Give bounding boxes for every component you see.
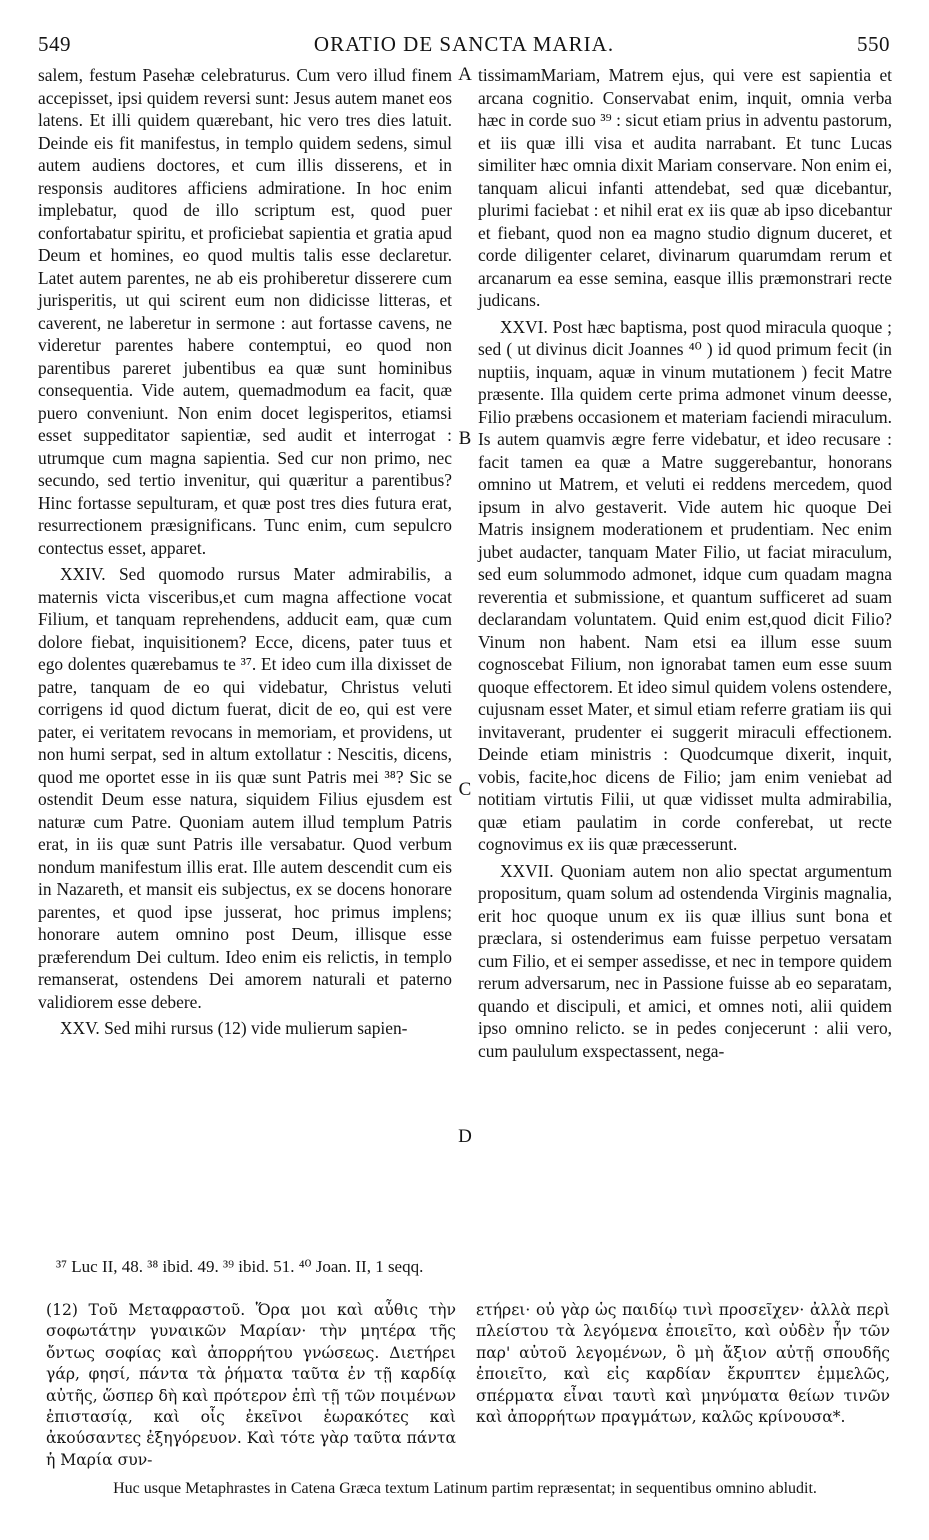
page-number-right: 550 xyxy=(857,32,890,56)
greek-note-right xyxy=(476,1300,890,1428)
margin-letter-d: D xyxy=(458,1126,472,1147)
margin-letter-b: B xyxy=(458,428,472,449)
paragraph-xxvii: XXVII. Quoniam autem non alio spectat argumentum propositum, quam solum ad ostendenda Virginis magnalia, erit hoc quoque unum ex iis quæ illius sunt bona et præclara, si ostenderimus eam fuisse perpetuo versatam cum Filio, et ei semper assedisse, et nec in tempore quidem rerum adversarum, nec in Passione fuisse ab eo separatam, quando et discipuli, et amici, et omnes noti, alii quidem ipso omnino relicto. se in pedes conjecerunt : alii vero, cum paululum exspectassent, nega- xyxy=(478,860,892,1061)
paragraph-continuation-right: tissimamMariam, Matrem ejus, qui vere est sapientia et arcana cognitio. Conservabat enim, inquit, omnia verba hæc in corde suo ³⁹ : sicut etiam prius in adventu pastorum, et iis quæ illi visa et audita narrabant. Et tunc Lucas similiter hæc omnia dixit Mariam conservare. Non enim ei, tanquam alicui infanti attendebat, sed quæ dicebantur, plurimi faciebat : et nihil erat ex iis quæ ab ipso dicebantur et fiebant, quod non ea magno studio dignum duceret, et corde diligenter celaret, divinarum quarumdam rerum et arcanarum ea esse semina, easque illis præmonstrari recte judicans. xyxy=(478,65,892,310)
paragraph-xxvi: XXVI. Post hæc baptisma, post quod miracula quoque ; sed ( ut divinus dicit Joannes ⁴⁰ ) id quod primum fecit (in nuptiis, inquam, aquæ in vinum mutationem ) fecit Matre præsente. Illa quidem certe prima admonet vinum deesse, Filio præbens occasionem et materiam faciendi miraculum. Is autem quamvis ægre ferre videbatur, et ideo recusare : facit tamen ea quæ a Matre suggerebantur, honorans omnino ut Matrem, et veluti ei reddens mercedem, quod ipsum in alvo gestaverit. Vide autem hic quoque Dei Matris insignem moderationem et prudentiam. Nec enim jubet audacter, tanquam Mater Filio, ut faciat miraculum, sed eum solummodo admonet, idque cum quadam magna reverentia et submissione, et quantum sufficeret ad suam declarandam voluntatem. Quid enim est,quod dicit Filio? Vinum non habent. Nam etsi ea illum esse suum cognoscebat Filium, non ignorabat tamen eum esse suum quoque effectorem. Et ideo simul quidem volens ostendere, cujusnam esset Mater, et simul etiam referre gratiam iis qui invitaverant, prudenter ei suggerit miraculi effectionem. Deinde etiam ministris : Quodcumque dixerit, inquit, vobis, facite,hoc dicens de Filio; jam enim veniebat ad notitiam virtutis Filii, ut quæ vidisset multa admirabilia, quæ etiam paulatim in corde conferebat, ut recte cognovimus ex iis quæ præcesserunt. xyxy=(478,316,892,854)
running-title: ORATIO DE SANCTA MARIA. xyxy=(313,32,615,56)
greek-note-left xyxy=(46,1300,456,1471)
running-header xyxy=(38,32,890,58)
greek-note-text-right: ετήρει· οὐ γὰρ ὡς παιδίῳ τινὶ προσεῖχεν· ἀλλὰ περὶ πλείστου τὰ λεγόμενα ἐποιεῖτο, καὶ οὐδὲν ἦν τῶν παρ' αὐτοῦ λεγομένων, ὃ μὴ ἄξιον αὐτῇ σπουδῆς ἐποιεῖτο, καὶ εἰς καρδίαν ἔκρυπτεν ἐμμελῶς, σπέρματα εἶναι ταυτὶ καὶ μηνύματα θείων τινῶν καὶ ἀπορρήτων πραγμάτων, καλῶς κρίνουσα*. xyxy=(476,1301,890,1427)
greek-note-text-left: (12) Τοῦ Μεταφραστοῦ. Ὅρα μοι καὶ αὖθις τὴν σοφωτάτην γυναικῶν Μαρίαν· τὴν μητέρα τῆς ὄντως σοφίας καὶ ἀπορρήτου γνώσεως. Διετήρει γάρ, φησί, πάντα τὰ ῥήματα ταῦτα ἐν τῇ καρδίᾳ αὐτῆς, ὥσπερ δὴ καὶ πρότερον ἐπὶ τῇ τῶν ποιμένων ἐπιστασίᾳ, καὶ οἷς ἐκεῖνοι ἑωρακότες καὶ ἀκούσαντες ἐξηγόρευον. Καὶ τότε γὰρ ταῦτα πάντα ἡ Μαρία συν- xyxy=(46,1301,457,1469)
page-number-left: 549 xyxy=(38,32,71,56)
margin-letter-a: A xyxy=(458,64,472,85)
right-column xyxy=(478,64,892,1062)
footnote-references: ³⁷ Luc II, 48. ³⁸ ibid. 49. ³⁹ ibid. 51. ⁴⁰ Joan. II, 1 seqq. xyxy=(56,1257,424,1276)
left-column xyxy=(38,64,452,1040)
paragraph-xxiv: XXIV. Sed quomodo rursus Mater admirabilis, a maternis victa visceribus,et cum magna affectione vocat Filium, et tanquam reprehendens, adducit eam, quæ cum dolore fiebat, inquisitionem? Ecce, dicens, pater tuus et ego dolentes quærebamus te ³⁷. Et ideo cum illa dixisset de patre, tanquam de eo qui videbatur, Christus veluti corrigens id quod dictum fuerat, dicit de eo, qui est vere pater, ei veritatem revocans in memoriam, et providens, ut non humi serpat, sed in altum extollatur : Nescitis, dicens, quod me oportet esse in iis quæ sunt Patris mei ³⁸? Sic se ostendit Deum esse natura, siquidem Filius ejusdem est naturæ cum Patre. Quoniam autem illud templum Patris erat, in iis quæ sunt Patris ille versabatur. Quod verbum nondum manifestum illis erat. Ille autem descendit cum eis in Nazareth, et mansit eis subjectus, ex se docens honorare parentes, et quod ipse jusserat, hoc primus implens; honorare autem omnino post Deum, illisque esse præferendum Dei cultum. Ideo enim eis relictis, in templo remanserat, ostendens Dei amorem naturali et paterno validiorem esse debere. xyxy=(38,564,452,1012)
paragraph-continuation: salem, festum Pasehæ celebraturus. Cum vero illud finem accepisset, ipsi quidem reversi sunt: Jesus autem manet eos latens. Et illi quidem quærebant, hic vero tres dies latuit. Deinde eis fit manifestus, in templo quidem sedens, simul autem audiens doctores, et cum illis disserens, et in responsis auditores afficiens admiratione. In hoc enim implebatur, quod de illo scriptum est, quod puer confortabatur spiritu, et proficiebat sapientia et gratia apud Deum et homines, eo quod multis talis esse declaretur. Latet autem parentes, ne ab eis prohiberetur disserere cum jurisperitis, ut qui scirent eum non didicisse litteras, et caverent, ne laberetur in sermone : aut fortasse cavens, ne videretur parentes habere contemptui, eo quod non parentibus pareret jubentibus ea quæ sunt hominibus consequentia. Vide autem, quemadmodum ea facit, quæ puero conveniunt. Non enim docet legisperitos, etiamsi esset suppeditator sapientiæ, sed audit et interrogat : utrumque cum magna sapientia. Sed cur non primo, nec secundo, sed tertio invenitur, qui quæritur a parentibus? Hinc fortasse sepulturam, et quæ post tres dies futura erat, resurrectionem præsignificans. Tunc enim, cum sepulcro contectus esset, apparet. xyxy=(38,65,452,558)
paragraph-xxv: XXV. Sed mihi rursus (12) vide mulierum sapien- xyxy=(60,1018,408,1038)
margin-letter-c: C xyxy=(458,779,472,800)
closing-note: Huc usque Metaphrastes in Catena Græca textum Latinum partim repræsentat; in sequentibus omnino abludit. xyxy=(113,1480,817,1497)
